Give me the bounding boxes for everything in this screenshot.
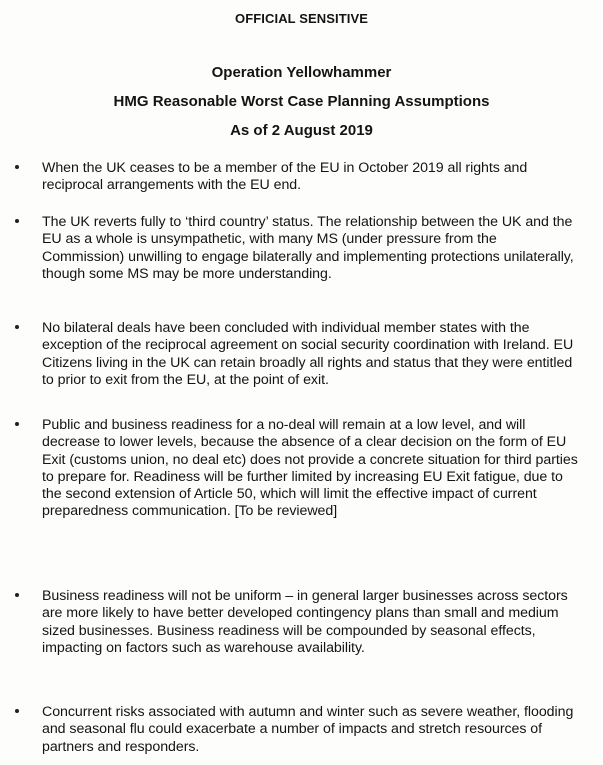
bullet-text: No bilateral deals have been concluded with individual member states with the exception of the reciprocal agreement on social security coordination with Ireland. EU Citizens living in the UK can retain broadly all rights and status that they were entitled to prior to exit from the EU, at the point of exit. — [42, 320, 574, 388]
bullet-icon — [15, 593, 19, 597]
document-subtitle: HMG Reasonable Worst Case Planning Assumptions — [113, 93, 490, 110]
bullet-text: The UK reverts fully to ‘third country’ status. The relationship between the UK and the EU as a whole is unsympathetic, with many MS (under pressure from the Commission) unwilling to engage bilaterally and implementing protections unilaterally, though some MS may be more understanding. — [42, 214, 574, 282]
bullet-text: Public and business readiness for a no-deal will remain at a low level, and will decrease to lower levels, because the absence of a clear decision on the form of EU Exit (customs union, no deal etc) does not provide a concrete situation for third parties to prepare for. Readiness will be further limited by increasing EU Exit fatigue, due to the second extension of Article 50, which will limit the effective impact of current preparedness communication. [To be reviewed] — [42, 417, 578, 520]
bullet-text: Business readiness will not be uniform – in general larger businesses across sectors are more likely to have better developed contingency plans than small and medium sized businesses. Business readiness will be compounded by seasonal effects, impacting on factors such as warehouse availability. — [42, 588, 568, 656]
bullet-text: Concurrent risks associated with autumn and winter such as severe weather, flooding and seasonal flu could exacerbate a number of impacts and stretch resources of partners and responders. — [42, 704, 574, 755]
bullet-icon — [15, 219, 19, 223]
bullet-icon — [15, 422, 19, 426]
bullet-icon — [15, 165, 19, 169]
classification-marking: OFFICIAL SENSITIVE — [234, 11, 369, 26]
title-block — [0, 65, 603, 139]
document-date: As of 2 August 2019 — [230, 122, 373, 139]
bullet-icon — [15, 325, 19, 329]
bullet-icon — [15, 709, 19, 713]
bullet-text: When the UK ceases to be a member of the EU in October 2019 all rights and reciprocal arrangements with the EU end. — [42, 160, 528, 194]
operation-title: Operation Yellowhammer — [211, 64, 392, 81]
